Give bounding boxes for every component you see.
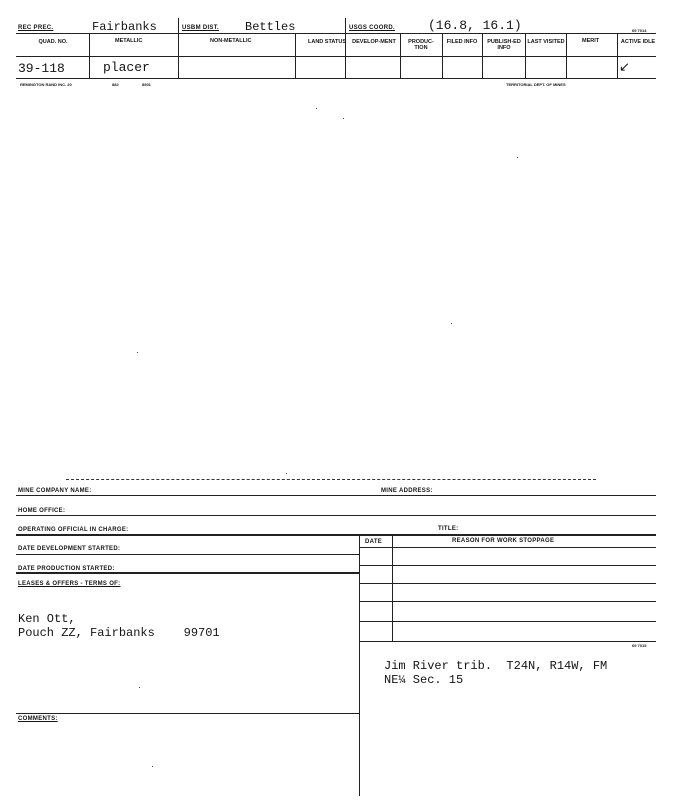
speck [517, 157, 518, 158]
printer-code: 882 [112, 82, 119, 87]
development-header: DEVELOP-MENT [352, 39, 396, 45]
filed-info-header: FILED INFO [446, 39, 478, 45]
rec-usbm-divider [178, 18, 179, 78]
active-idle-mark: ↙ [619, 59, 630, 74]
column-divider [359, 534, 360, 796]
production-header: PRODUC-TION [408, 39, 434, 51]
title-label: TITLE: [438, 526, 459, 532]
mine-address-label: MINE ADDRESS: [381, 488, 433, 494]
form-number-bottom: 69 7015 [632, 643, 647, 648]
metallic-header: METALLIC [115, 38, 143, 44]
usgs-coord-label: USGS COORD. [349, 25, 395, 31]
usgs-coord-value: (16.8, 16.1) [428, 18, 522, 33]
col-header-divider [16, 56, 656, 57]
date-dev-line [16, 554, 359, 555]
stoppage-bottom-line [359, 641, 656, 642]
printer-mark: REMINGTON RAND INC. 20 [20, 82, 72, 87]
home-office-line [16, 515, 656, 516]
speck [451, 323, 452, 324]
date-production-label: DATE PRODUCTION STARTED: [18, 566, 115, 572]
official-line [16, 534, 656, 536]
stoppage-row-line [359, 621, 656, 622]
speck [139, 687, 140, 688]
published-info-header: PUBLISH-ED INFO [487, 39, 521, 51]
stoppage-header-line [359, 547, 656, 548]
stoppage-row-line [359, 601, 656, 602]
operating-official-label: OPERATING OFFICIAL IN CHARGE: [18, 527, 129, 533]
comments-label: COMMENTS: [18, 716, 58, 722]
speck [286, 473, 287, 474]
land-status-header: LAND STATUS [308, 39, 346, 45]
rec-prec-value: Fairbanks [92, 20, 157, 34]
usbm-dist-label: USBM DIST. [182, 25, 220, 31]
fold-line [66, 479, 596, 480]
usbm-dist-value: Bettles [245, 20, 296, 34]
owner-address: Pouch ZZ, Fairbanks 99701 [18, 626, 220, 640]
printer-code-2: 8901 [142, 82, 151, 87]
active-idle-header: ACTIVE IDLE [620, 39, 656, 45]
speck [137, 352, 138, 353]
stoppage-row-line [359, 583, 656, 584]
owner-name: Ken Ott, [18, 612, 76, 626]
metallic-value: placer [103, 60, 150, 75]
form-number-top: 69 7014 [632, 28, 647, 33]
speck [343, 118, 344, 119]
date-col-label: DATE [365, 539, 383, 545]
top-bottom-line [16, 78, 656, 79]
quad-serial-header: QUAD. NO. [38, 39, 68, 45]
mine-company-label: MINE COMPANY NAME: [18, 488, 92, 494]
home-office-label: HOME OFFICE: [18, 508, 66, 514]
company-row-line [16, 495, 656, 496]
reason-label: REASON FOR WORK STOPPAGE [452, 538, 555, 544]
location-line-1: Jim River trib. T24N, R14W, FM [384, 659, 608, 673]
location-line-2: NE¼ Sec. 15 [384, 673, 464, 687]
stoppage-row-line [359, 565, 656, 566]
date-development-label: DATE DEVELOPMENT STARTED: [18, 546, 121, 552]
speck [316, 108, 317, 109]
speck [152, 766, 153, 767]
date-reason-divider [392, 534, 393, 641]
date-prod-line [16, 572, 359, 574]
rec-prec-label: REC PREC. [18, 25, 54, 31]
comments-line [16, 713, 359, 714]
quad-serial-value: 39-118 [18, 61, 65, 76]
usbm-usgs-divider [345, 18, 346, 78]
non-metallic-header: NON-METALLIC [210, 38, 252, 44]
merit-header: MERIT [582, 38, 600, 44]
last-visited-header: LAST VISITED [527, 39, 565, 45]
leases-label: LEASES & OFFERS - TERMS OF: [18, 581, 121, 587]
dept-mark: TERRITORIAL DEPT. OF MINES [506, 82, 566, 87]
